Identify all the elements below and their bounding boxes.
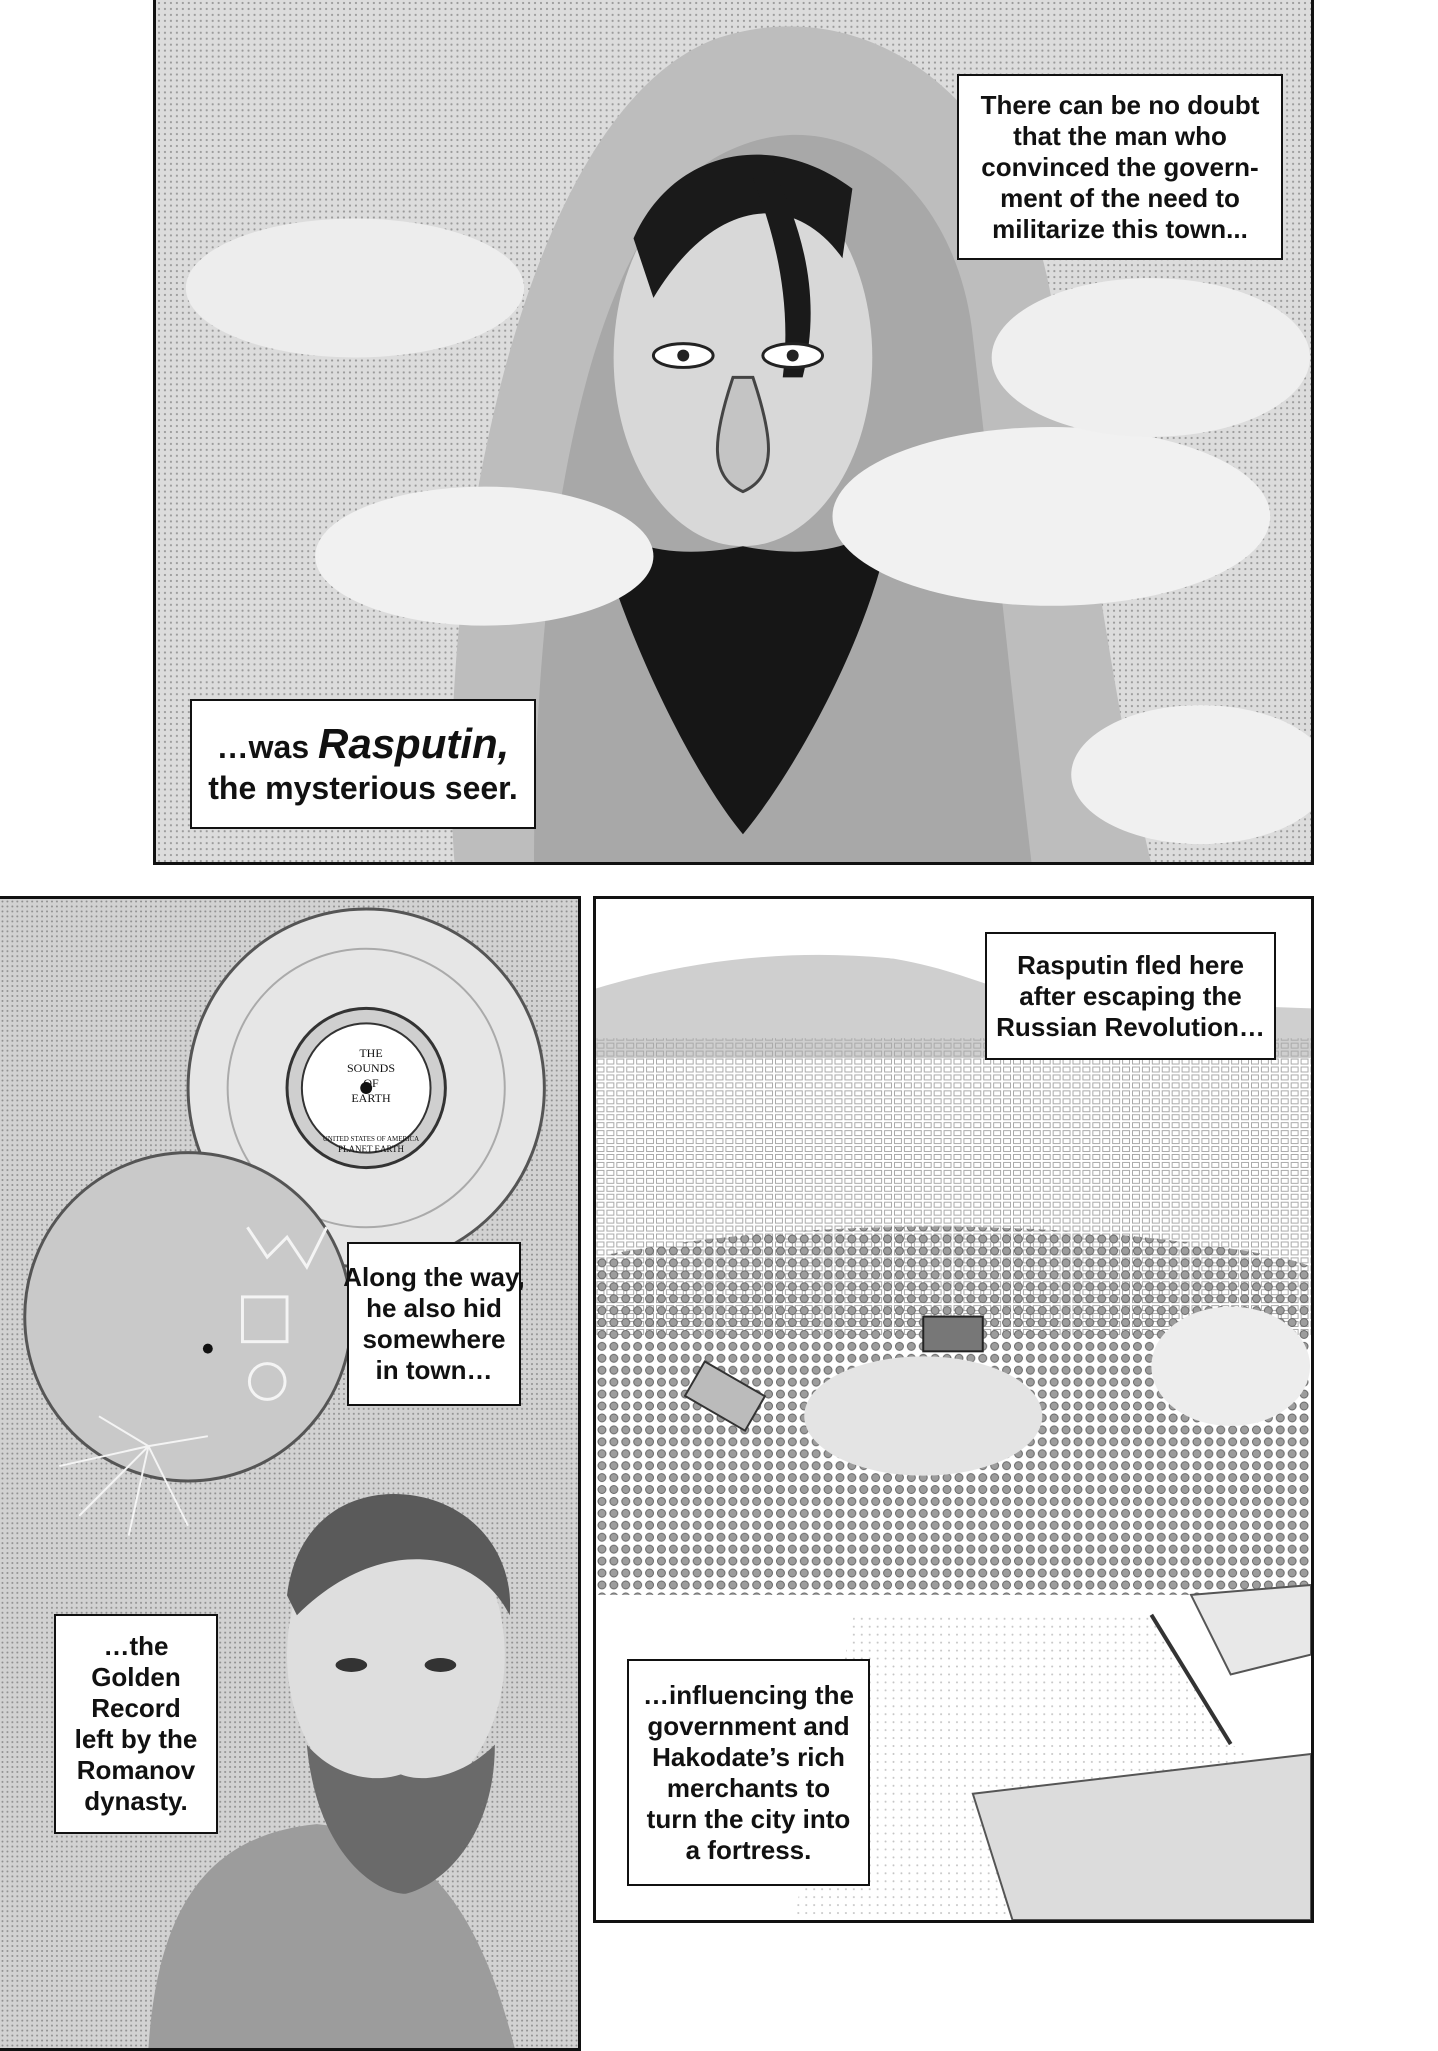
record-label-text: THE SOUNDS OF EARTH UNITED STATES OF AMERICA PLANET EARTH xyxy=(322,1045,420,1154)
caption-along-the-way: Along the way, he also hid somewhere in town… xyxy=(347,1242,521,1406)
caption-mysterious-seer: the mysterious seer. xyxy=(208,770,518,806)
caption-rasputin-fled: Rasputin fled here after escaping the Russian Revolution… xyxy=(985,932,1276,1060)
panel-golden-record xyxy=(0,896,581,2051)
caption-golden-record: …the Golden Record left by the Romanov dynasty. xyxy=(54,1614,218,1834)
golden-record-illustration xyxy=(0,899,578,2048)
caption-no-doubt: There can be no doubt that the man who convinced the govern- ment of the need to militarize this town... xyxy=(957,74,1283,260)
caption-influencing-government: …influencing the government and Hakodate’s rich merchants to turn the city into a fortress. xyxy=(627,1659,870,1886)
caption-was-rasputin xyxy=(190,699,536,829)
caption-was-prefix: …was xyxy=(216,729,318,765)
rasputin-name: Rasputin, xyxy=(318,720,510,767)
